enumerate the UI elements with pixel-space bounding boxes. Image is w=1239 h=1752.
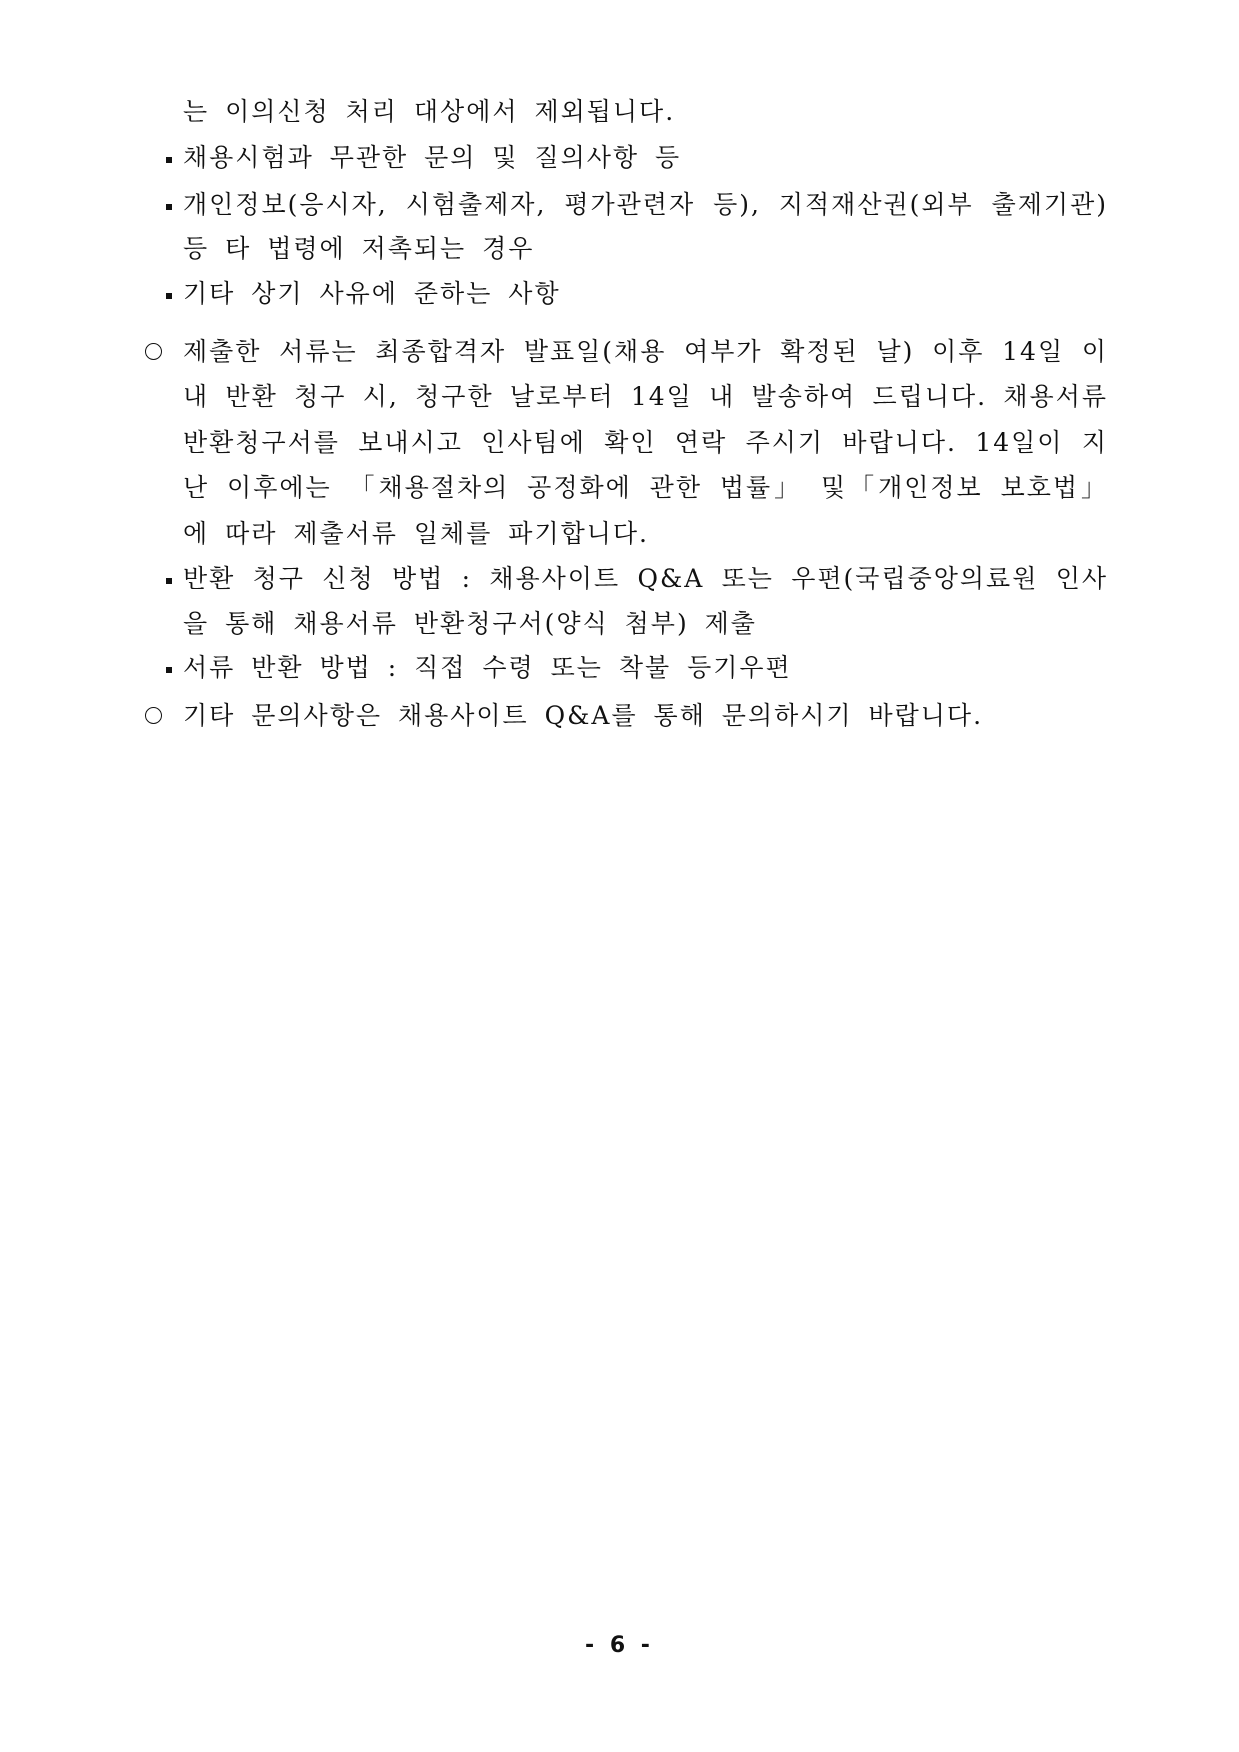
item-document-return-line-2: 내 반환 청구 시, 청구한 날로부터 14일 내 발송하여 드립니다. 채용서류 xyxy=(183,382,1108,411)
square-bullet-icon xyxy=(166,204,172,210)
bullet-return-request-method-cont: 을 통해 채용서류 반환청구서(양식 첨부) 제출 xyxy=(183,609,757,638)
bullet-personal-info: 개인정보(응시자, 시험출제자, 평가관련자 등), 지적재산권(외부 출제기관) xyxy=(183,190,1108,219)
circle-bullet-icon xyxy=(145,707,162,724)
bullet-return-request-method: 반환 청구 신청 방법 : 채용사이트 Q&A 또는 우편(국립중앙의료원 인사 xyxy=(183,564,1108,593)
square-bullet-icon xyxy=(166,667,172,673)
bullet-unrelated-inquiry: 채용시험과 무관한 문의 및 질의사항 등 xyxy=(183,143,682,172)
circle-bullet-icon xyxy=(145,343,162,360)
item-other-inquiries: 기타 문의사항은 채용사이트 Q&A를 통해 문의하시기 바랍니다. xyxy=(183,701,984,730)
item-document-return-line-5: 에 따라 제출서류 일체를 파기합니다. xyxy=(183,519,649,548)
square-bullet-icon xyxy=(166,578,172,584)
page-number: - 6 - xyxy=(585,1633,654,1658)
item-document-return-line-4: 난 이후에는 「채용절차의 공정화에 관한 법률」 및「개인정보 보호법」 xyxy=(183,473,1108,502)
square-bullet-icon xyxy=(166,157,172,163)
bullet-personal-info-cont: 등 타 법령에 저촉되는 경우 xyxy=(183,234,535,263)
square-bullet-icon xyxy=(166,293,172,299)
text-line-exclusion-end: 는 이의신청 처리 대상에서 제외됩니다. xyxy=(183,97,676,126)
item-document-return-line-3: 반환청구서를 보내시고 인사팀에 확인 연락 주시기 바랍니다. 14일이 지 xyxy=(183,428,1108,457)
item-document-return-line-1: 제출한 서류는 최종합격자 발표일(채용 여부가 확정된 날) 이후 14일 이 xyxy=(183,337,1108,366)
bullet-other-reasons: 기타 상기 사유에 준하는 사항 xyxy=(183,279,561,308)
bullet-return-method: 서류 반환 방법 : 직접 수령 또는 착불 등기우편 xyxy=(183,653,792,682)
